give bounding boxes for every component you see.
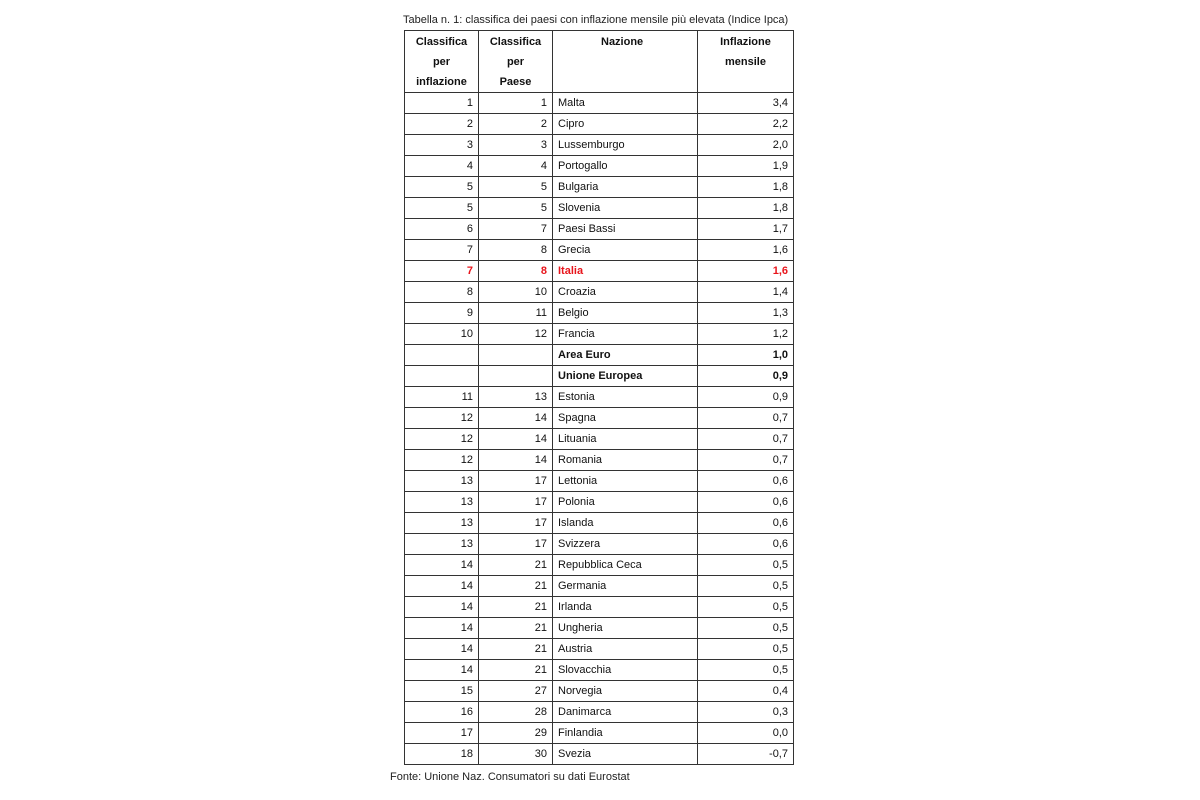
rank-country-cell <box>479 366 553 387</box>
rank-country-cell: 17 <box>479 492 553 513</box>
header-rank-inflation <box>405 31 479 93</box>
rank-country-cell: 8 <box>479 240 553 261</box>
rank-inflation-cell: 10 <box>405 324 479 345</box>
inflation-value-cell: 2,2 <box>698 114 794 135</box>
nation-cell: Spagna <box>553 408 698 429</box>
table-row <box>405 282 794 303</box>
rank-inflation-cell: 7 <box>405 261 479 282</box>
rank-inflation-cell: 5 <box>405 198 479 219</box>
table-row-aggregate <box>405 345 794 366</box>
inflation-value-cell: 0,6 <box>698 492 794 513</box>
nation-cell: Grecia <box>553 240 698 261</box>
table-body <box>405 93 794 765</box>
table-row <box>405 387 794 408</box>
nation-cell: Portogallo <box>553 156 698 177</box>
header-line: per <box>432 56 451 68</box>
header-line: Classifica <box>415 36 468 48</box>
nation-cell: Slovacchia <box>553 660 698 681</box>
rank-inflation-cell: 11 <box>405 387 479 408</box>
rank-inflation-cell: 15 <box>405 681 479 702</box>
nation-cell: Belgio <box>553 303 698 324</box>
nation-cell: Area Euro <box>553 345 698 366</box>
nation-cell: Slovenia <box>553 198 698 219</box>
header-line: per <box>506 56 525 68</box>
rank-country-cell: 21 <box>479 576 553 597</box>
rank-inflation-cell: 9 <box>405 303 479 324</box>
nation-cell: Austria <box>553 639 698 660</box>
table-row <box>405 450 794 471</box>
header-line: Classifica <box>489 36 542 48</box>
inflation-value-cell: 0,6 <box>698 513 794 534</box>
table-row <box>405 513 794 534</box>
rank-inflation-cell: 12 <box>405 429 479 450</box>
rank-country-cell: 21 <box>479 639 553 660</box>
inflation-value-cell: 0,6 <box>698 534 794 555</box>
inflation-value-cell: 1,9 <box>698 156 794 177</box>
table-row <box>405 408 794 429</box>
nation-cell: Polonia <box>553 492 698 513</box>
inflation-value-cell: 1,0 <box>698 345 794 366</box>
rank-inflation-cell: 16 <box>405 702 479 723</box>
inflation-value-cell: 1,8 <box>698 177 794 198</box>
inflation-ranking-table <box>404 30 794 765</box>
nation-cell: Cipro <box>553 114 698 135</box>
rank-inflation-cell: 5 <box>405 177 479 198</box>
rank-country-cell <box>479 345 553 366</box>
rank-inflation-cell <box>405 345 479 366</box>
table-row <box>405 177 794 198</box>
rank-country-cell: 5 <box>479 198 553 219</box>
header-line: Paese <box>499 76 532 88</box>
rank-country-cell: 3 <box>479 135 553 156</box>
rank-inflation-cell: 13 <box>405 471 479 492</box>
nation-cell: Lussemburgo <box>553 135 698 156</box>
rank-country-cell: 28 <box>479 702 553 723</box>
header-nation <box>553 31 698 93</box>
rank-country-cell: 17 <box>479 513 553 534</box>
table-row <box>405 492 794 513</box>
header-rank-country <box>479 31 553 93</box>
table-row <box>405 681 794 702</box>
rank-country-cell: 14 <box>479 429 553 450</box>
rank-country-cell: 11 <box>479 303 553 324</box>
inflation-value-cell: 0,7 <box>698 429 794 450</box>
table-row <box>405 219 794 240</box>
rank-country-cell: 10 <box>479 282 553 303</box>
rank-country-cell: 2 <box>479 114 553 135</box>
rank-country-cell: 27 <box>479 681 553 702</box>
inflation-value-cell: 3,4 <box>698 93 794 114</box>
inflation-value-cell: 0,7 <box>698 408 794 429</box>
rank-inflation-cell: 7 <box>405 240 479 261</box>
inflation-value-cell: 0,0 <box>698 723 794 744</box>
inflation-value-cell: 0,4 <box>698 681 794 702</box>
rank-country-cell: 12 <box>479 324 553 345</box>
table-caption: Tabella n. 1: classifica dei paesi con inflazione mensile più elevata (Indice Ipca) <box>403 14 789 26</box>
table-row <box>405 660 794 681</box>
inflation-value-cell: 0,5 <box>698 576 794 597</box>
nation-cell: Finlandia <box>553 723 698 744</box>
inflation-value-cell: 1,6 <box>698 261 794 282</box>
rank-country-cell: 21 <box>479 597 553 618</box>
table-row <box>405 303 794 324</box>
rank-inflation-cell: 13 <box>405 534 479 555</box>
table-row-highlighted <box>405 261 794 282</box>
table-row-aggregate <box>405 366 794 387</box>
table-row <box>405 555 794 576</box>
nation-cell: Lettonia <box>553 471 698 492</box>
table-row <box>405 723 794 744</box>
rank-inflation-cell: 14 <box>405 555 479 576</box>
table-row <box>405 198 794 219</box>
header-inflation <box>698 31 794 93</box>
rank-country-cell: 4 <box>479 156 553 177</box>
inflation-value-cell: 0,5 <box>698 618 794 639</box>
rank-inflation-cell: 17 <box>405 723 479 744</box>
nation-cell: Francia <box>553 324 698 345</box>
inflation-value-cell: -0,7 <box>698 744 794 765</box>
rank-country-cell: 17 <box>479 534 553 555</box>
table-row <box>405 534 794 555</box>
nation-cell: Germania <box>553 576 698 597</box>
table-row <box>405 744 794 765</box>
inflation-value-cell: 1,6 <box>698 240 794 261</box>
rank-country-cell: 30 <box>479 744 553 765</box>
rank-inflation-cell: 2 <box>405 114 479 135</box>
nation-cell: Danimarca <box>553 702 698 723</box>
header-line: mensile <box>725 56 766 68</box>
table-row <box>405 135 794 156</box>
header-line: Nazione <box>601 36 644 48</box>
inflation-value-cell: 1,3 <box>698 303 794 324</box>
rank-inflation-cell: 14 <box>405 597 479 618</box>
rank-inflation-cell: 12 <box>405 450 479 471</box>
rank-country-cell: 17 <box>479 471 553 492</box>
header-line: inflazione <box>416 76 467 88</box>
rank-inflation-cell: 8 <box>405 282 479 303</box>
rank-country-cell: 1 <box>479 93 553 114</box>
nation-cell: Islanda <box>553 513 698 534</box>
nation-cell: Malta <box>553 93 698 114</box>
inflation-value-cell: 0,5 <box>698 555 794 576</box>
nation-cell: Romania <box>553 450 698 471</box>
inflation-value-cell: 2,0 <box>698 135 794 156</box>
rank-inflation-cell: 14 <box>405 576 479 597</box>
rank-inflation-cell: 3 <box>405 135 479 156</box>
rank-country-cell: 21 <box>479 555 553 576</box>
rank-country-cell: 21 <box>479 618 553 639</box>
table-header-row <box>405 31 794 93</box>
table-row <box>405 324 794 345</box>
table-row <box>405 597 794 618</box>
nation-cell: Paesi Bassi <box>553 219 698 240</box>
table-row <box>405 618 794 639</box>
rank-inflation-cell: 13 <box>405 492 479 513</box>
inflation-value-cell: 1,7 <box>698 219 794 240</box>
table-row <box>405 702 794 723</box>
rank-country-cell: 29 <box>479 723 553 744</box>
nation-cell: Croazia <box>553 282 698 303</box>
rank-country-cell: 5 <box>479 177 553 198</box>
inflation-value-cell: 1,8 <box>698 198 794 219</box>
table-row <box>405 93 794 114</box>
nation-cell: Repubblica Ceca <box>553 555 698 576</box>
table-row <box>405 639 794 660</box>
nation-cell: Estonia <box>553 387 698 408</box>
nation-cell: Irlanda <box>553 597 698 618</box>
nation-cell: Italia <box>553 261 698 282</box>
rank-country-cell: 14 <box>479 450 553 471</box>
table-row <box>405 471 794 492</box>
inflation-value-cell: 0,9 <box>698 387 794 408</box>
inflation-value-cell: 0,9 <box>698 366 794 387</box>
nation-cell: Unione Europea <box>553 366 698 387</box>
inflation-value-cell: 0,6 <box>698 471 794 492</box>
rank-inflation-cell: 18 <box>405 744 479 765</box>
inflation-value-cell: 0,5 <box>698 597 794 618</box>
inflation-value-cell: 0,7 <box>698 450 794 471</box>
header-line: Inflazione <box>720 36 771 48</box>
rank-inflation-cell: 14 <box>405 618 479 639</box>
inflation-value-cell: 1,2 <box>698 324 794 345</box>
nation-cell: Svezia <box>553 744 698 765</box>
nation-cell: Ungheria <box>553 618 698 639</box>
inflation-value-cell: 0,5 <box>698 639 794 660</box>
rank-inflation-cell: 14 <box>405 639 479 660</box>
nation-cell: Lituania <box>553 429 698 450</box>
table-row <box>405 429 794 450</box>
rank-country-cell: 14 <box>479 408 553 429</box>
rank-inflation-cell: 1 <box>405 93 479 114</box>
rank-country-cell: 13 <box>479 387 553 408</box>
rank-inflation-cell: 6 <box>405 219 479 240</box>
rank-country-cell: 21 <box>479 660 553 681</box>
nation-cell: Bulgaria <box>553 177 698 198</box>
table-row <box>405 156 794 177</box>
rank-country-cell: 7 <box>479 219 553 240</box>
rank-inflation-cell: 14 <box>405 660 479 681</box>
rank-inflation-cell: 12 <box>405 408 479 429</box>
nation-cell: Norvegia <box>553 681 698 702</box>
table-row <box>405 240 794 261</box>
source-note: Fonte: Unione Naz. Consumatori su dati Eurostat <box>390 771 630 783</box>
rank-country-cell: 8 <box>479 261 553 282</box>
nation-cell: Svizzera <box>553 534 698 555</box>
inflation-value-cell: 0,3 <box>698 702 794 723</box>
rank-inflation-cell: 4 <box>405 156 479 177</box>
inflation-value-cell: 0,5 <box>698 660 794 681</box>
rank-inflation-cell: 13 <box>405 513 479 534</box>
table-row <box>405 576 794 597</box>
inflation-value-cell: 1,4 <box>698 282 794 303</box>
table-row <box>405 114 794 135</box>
rank-inflation-cell <box>405 366 479 387</box>
